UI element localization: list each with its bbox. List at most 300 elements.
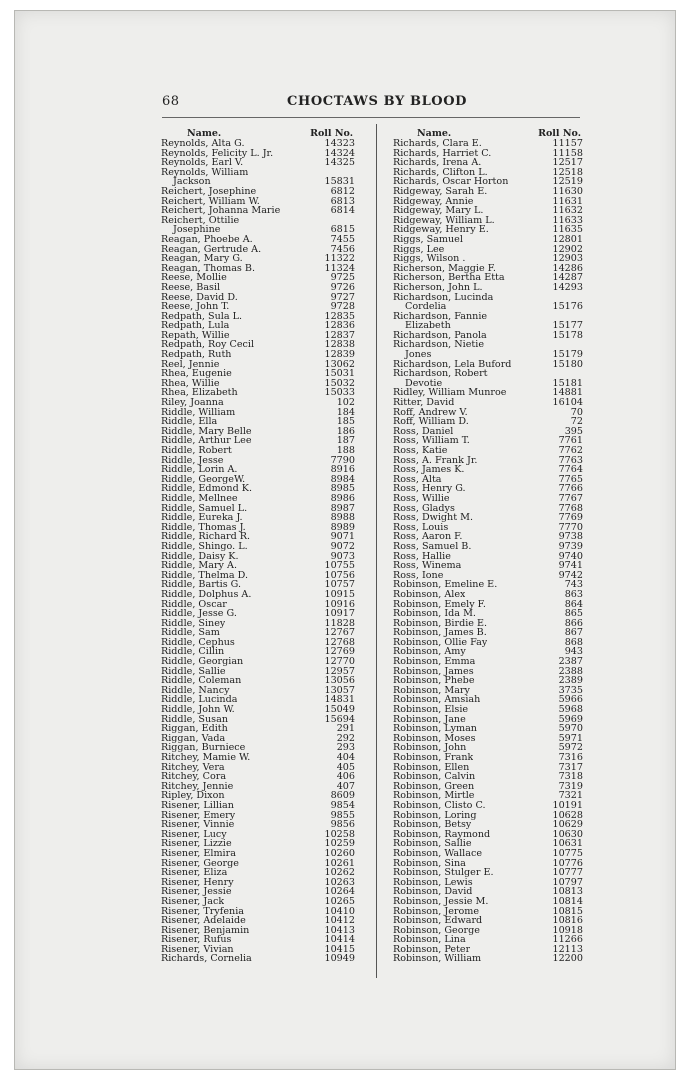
roll-number: 14881 [552,387,583,399]
table-row [393,734,583,744]
roll-number: 395 [564,425,583,437]
entry-name: Richardson, Robert [393,369,488,379]
table-row [393,513,583,523]
entry-name: Robinson, James B. [393,628,487,638]
entry-name: Cordelia [405,302,447,312]
roll-number: 12767 [324,627,355,639]
entry-name: Risener, Tryfenia [161,906,244,917]
roll-number: 5972 [558,742,583,754]
entry-name: Robinson, Peter [393,944,471,955]
roll-number: 15694 [324,713,355,725]
column-divider [376,124,377,978]
roll-number: 11630 [552,185,583,197]
roll-number: 12769 [324,646,355,658]
entry-name: Robinson, Frank [393,753,474,763]
roll-number: 2389 [558,675,583,687]
entry-name: Robinson, Jane [393,714,466,725]
table-row [393,494,583,504]
entry-name: Riggs, Samuel [393,234,463,245]
table-row [161,484,355,494]
roll-number: 407 [336,780,355,792]
roll-number: 10756 [324,569,355,581]
table-row [161,388,355,398]
column-header [393,128,583,139]
entry-name: Josephine [173,225,221,235]
roll-number: 10414 [324,934,355,946]
entry-name: Richerson, John L. [393,282,483,293]
page-number: 68 [162,94,180,109]
roll-number: 184 [336,406,355,418]
roll-number: 12200 [552,953,583,965]
entry-name: Riddle, Arthur Lee [161,436,252,446]
entry-name: Riddle, John W. [161,705,235,715]
entry-name: Riddle, Georgian [161,657,244,667]
roll-number: 15831 [324,176,355,188]
table-row [161,753,355,763]
roll-number: 11266 [552,934,583,946]
entry-name: Robinson, Amsiah [393,695,481,706]
roll-number: 9071 [330,531,355,543]
entry-name: Riddle, Daisy K. [161,551,239,562]
roll-number: 10263 [324,876,355,888]
entry-name: Reichert, Ottilie [161,215,240,226]
entry-name: Ross, Dwight M. [393,513,474,523]
roll-number: 8989 [330,521,355,533]
entry-name: Robinson, Edward [393,916,483,926]
entry-name: Riddle, Cephus [161,637,235,648]
roll-number: 10410 [324,905,355,917]
roll-number: 7790 [330,454,355,466]
table-row [161,417,355,427]
roll-number: 12768 [324,636,355,648]
roll-number: 14831 [324,694,355,706]
roll-number: 7762 [558,445,583,456]
roll-number: 10775 [552,847,583,859]
table-row [161,811,355,821]
roll-number: 11632 [552,205,583,217]
entry-name: Riddle, Lorin A. [161,465,238,475]
roll-number: 12902 [552,243,583,255]
table-row [161,197,355,207]
entry-name: Risener, Elmira [161,848,236,859]
entry-name: Robinson, Elsie [393,705,469,715]
entry-name: Robinson, Mary [393,685,470,696]
roll-column-header: Roll No. [310,128,353,139]
roll-number: 15049 [324,704,355,716]
roll-number: 7767 [558,492,583,504]
entry-name: Ridgeway, William L. [393,215,495,226]
roll-number: 12837 [324,329,355,341]
entry-name: Riddle, Shingo. L. [161,541,248,552]
entry-name: Robinson, William [393,954,482,965]
entry-name: Richards, Clifton L. [393,167,488,178]
right-column-rows [393,139,583,964]
entry-name: Riggan, Vada [161,733,226,744]
table-row [393,552,583,562]
entry-name: Risener, Jessie [161,887,232,897]
entry-name: Risener, Lillian [161,800,234,811]
table-row [393,580,583,590]
roll-number: 9739 [558,540,583,552]
roll-number: 868 [564,636,583,648]
table-row [393,647,583,657]
entry-name: Robinson, Emely F. [393,599,486,610]
roll-number: 15031 [324,368,355,380]
table-row [393,456,583,466]
entry-name: Ross, James K. [393,465,465,475]
roll-number: 9725 [330,272,355,284]
table-row [393,782,583,792]
entry-name: Reese, David D. [161,292,238,303]
roll-number: 9856 [330,819,355,831]
entry-name: Richerson, Maggie F. [393,263,496,274]
table-row [161,743,355,753]
table-row [393,427,583,437]
entry-name: Devotie [405,378,443,389]
entry-name: Ross, Willie [393,493,450,504]
entry-name: Riddle, Robert [161,446,232,456]
entry-name: Risener, Benjamin [161,925,250,936]
roll-number: 102 [336,397,355,409]
roll-number: 9072 [330,540,355,552]
left-column-rows [161,139,355,964]
entry-name: Ross, Katie [393,446,448,456]
table-row [161,273,355,283]
roll-number: 10630 [552,828,583,840]
entry-name: Riddle, Samuel L. [161,503,248,514]
table-row [393,657,583,667]
entry-name: Reel, Jennie [161,359,220,370]
table-row [161,206,355,216]
roll-number: 15177 [552,320,583,332]
entry-name: Richards, Irena A. [393,158,482,168]
entry-name: Ross, Ione [393,570,444,581]
table-row [393,561,583,571]
entry-name: Ross, Daniel [393,426,454,437]
roll-number: 10815 [552,905,583,917]
page-title: CHOCTAWS BY BLOOD [287,94,468,109]
roll-number: 11158 [552,147,583,159]
entry-name: Riddle, Bartis G. [161,580,242,590]
roll-number: 11324 [324,262,355,274]
entry-name: Redpath, Lula [161,321,230,331]
roll-number: 15180 [552,358,583,370]
roll-number: 7764 [558,464,583,476]
roll-number: 8986 [330,492,355,504]
roll-number: 7318 [558,771,583,783]
title-rule [162,117,580,118]
table-row [161,791,355,801]
entry-name: Reichert, Johanna Marie [161,206,281,216]
roll-number: 5970 [558,723,583,735]
entry-name: Robinson, Moses [393,733,476,744]
roll-number: 9855 [330,809,355,821]
entry-name: Riddle, Ella [161,417,218,427]
entry-name: Richardson, Fannie [393,311,488,322]
table-row [161,225,355,235]
entry-name: Riddle, Dolphus A. [161,589,252,600]
roll-number: 11635 [552,224,583,236]
roll-number: 2388 [558,665,583,677]
entry-name: Ross, William T. [393,436,470,446]
roll-number: 7321 [558,790,583,802]
roll-number: 5971 [558,732,583,744]
roll-number: 10916 [324,598,355,610]
roll-number: 10264 [324,886,355,898]
entry-name: Robinson, Ida M. [393,609,476,619]
table-row [161,408,355,418]
table-row [161,465,355,475]
roll-number: 8609 [330,790,355,802]
table-row [393,667,583,677]
entry-name: Ross, Aaron F. [393,532,463,542]
entry-name: Riggs, Wilson . [393,254,466,264]
table-row [393,954,583,964]
table-row [393,638,583,648]
roll-number: 10631 [552,838,583,850]
roll-number: 9073 [330,550,355,562]
entry-name: Risener, Lucy [161,829,227,840]
entry-name: Riddle, GeorgeW. [161,474,246,485]
table-row [161,235,355,245]
entry-name: Risener, Rufus [161,935,232,945]
entry-name: Jackson [173,177,211,187]
roll-number: 10265 [324,895,355,907]
roll-number: 743 [564,579,583,591]
entry-name: Ross, Henry G. [393,484,466,494]
table-row [393,676,583,686]
table-row [393,542,583,552]
entry-name: Robinson, David [393,887,473,897]
roll-number: 7766 [558,483,583,495]
roll-number: 10258 [324,828,355,840]
entry-name: Reagan, Thomas B. [161,263,256,274]
roll-number: 10917 [324,608,355,620]
roll-number: 14324 [324,147,355,159]
entry-name: Reynolds, Felicity L. Jr. [161,148,274,159]
table-row [393,360,583,370]
table-row [161,427,355,437]
entry-name: Robinson, Jessie M. [393,896,489,907]
roll-number: 10776 [552,857,583,869]
table-row [393,743,583,753]
entry-name: Risener, Jack [161,896,225,907]
entry-name: Reichert, Josephine [161,186,257,197]
table-row [161,504,355,514]
entry-name: Riddle, Nancy [161,685,230,696]
roll-number: 12517 [552,157,583,169]
entry-name: Robinson, Mirtle [393,791,475,801]
roll-number: 865 [564,608,583,620]
roll-number: 9726 [330,281,355,293]
roll-number: 12836 [324,320,355,332]
table-row [393,484,583,494]
entry-name: Robinson, Jerome [393,906,480,917]
table-row [393,398,583,408]
entry-name: Riddle, William [161,407,236,418]
roll-number: 10415 [324,943,355,955]
table-row [393,705,583,715]
entry-name: Risener, Henry [161,877,234,888]
entry-name: Risener, Emery [161,810,236,821]
table-row [161,264,355,274]
table-row [161,398,355,408]
table-row [161,187,355,197]
roll-number: 8988 [330,512,355,524]
table-row [393,331,583,341]
table-row [161,715,355,725]
table-row [393,283,583,293]
entry-name: Ritchey, Vera [161,762,225,773]
roll-number: 5969 [558,713,583,725]
left-column [161,128,355,964]
roll-number: 10915 [324,588,355,600]
entry-name: Risener, Vivian [161,944,234,955]
entry-name: Riddle, Edmond K. [161,484,253,494]
entry-name: Ross, Alta [393,474,442,485]
entry-name: Robinson, Lina [393,935,466,945]
table-row [161,734,355,744]
entry-name: Riddle, Eureka J. [161,513,243,523]
entry-name: Redpath, Ruth [161,350,232,360]
roll-number: 15181 [552,377,583,389]
roll-number: 9738 [558,531,583,543]
table-row [393,475,583,485]
entry-name: Ridgeway, Sarah E. [393,186,488,197]
entry-name: Ross, Louis [393,522,449,533]
entry-name: Rhea, Eugenie [161,369,232,379]
entry-name: Ritchey, Jennie [161,781,234,792]
table-row [161,954,355,964]
table-row [161,763,355,773]
entry-name: Jones [405,350,432,360]
entry-name: Reagan, Phoebe A. [161,234,253,245]
entry-name: Redpath, Sula L. [161,311,243,322]
table-row [161,456,355,466]
roll-number: 293 [336,742,355,754]
entry-name: Robinson, Sina [393,858,466,869]
roll-number: 9728 [330,301,355,313]
roll-number: 13062 [324,358,355,370]
table-row [393,571,583,581]
table-row [161,532,355,542]
roll-number: 7319 [558,780,583,792]
roll-number: 11631 [552,195,583,207]
entry-name: Robinson, Birdie E. [393,618,488,629]
table-row [161,475,355,485]
table-row [393,619,583,629]
roll-number: 13056 [324,675,355,687]
entry-name: Riddle, Richard R. [161,532,251,542]
entry-name: Risener, Lizzie [161,839,232,849]
entry-name: Rhea, Elizabeth [161,388,238,399]
roll-number: 10629 [552,819,583,831]
roll-number: 6815 [330,224,355,236]
entry-name: Riddle, Lucinda [161,695,238,706]
roll-number: 866 [564,617,583,629]
entry-name: Robinson, Betsy [393,820,472,830]
roll-number: 15033 [324,387,355,399]
entry-name: Richards, Harriet C. [393,148,492,159]
roll-number: 7456 [330,243,355,255]
roll-number: 12838 [324,339,355,351]
roll-number: 10797 [552,876,583,888]
entry-name: Robinson, Wallace [393,848,483,859]
entry-name: Reese, Basil [161,282,221,293]
entry-name: Reichert, William W. [161,196,260,207]
entry-name: Ritchey, Mamie W. [161,753,251,763]
roll-number: 15032 [324,377,355,389]
entry-name: Reagan, Mary G. [161,254,243,264]
roll-number: 12903 [552,253,583,265]
entry-name: Reynolds, William [161,167,249,178]
roll-number: 10260 [324,847,355,859]
entry-name: Riddle, Thelma D. [161,570,249,581]
entry-name: Robinson, Emeline E. [393,580,498,590]
roll-number: 7316 [558,752,583,763]
entry-name: Ross, Hallie [393,551,451,562]
table-row [393,302,583,312]
roll-number: 12770 [324,656,355,668]
entry-name: Riddle, Jesse [161,455,224,466]
entry-name: Richerson, Bertha Etta [393,273,505,283]
roll-number: 863 [564,588,583,600]
table-row [393,686,583,696]
table-row [393,504,583,514]
roll-number: 8984 [330,473,355,485]
right-column [393,128,583,964]
table-row [161,446,355,456]
roll-number: 15178 [552,329,583,341]
roll-number: 9741 [558,560,583,572]
table-row [161,801,355,811]
entry-name: Ridley, William Munroe [393,388,507,399]
table-row [393,523,583,533]
roll-number: 6814 [330,205,355,217]
column-header [161,128,355,139]
roll-number: 10259 [324,838,355,850]
table-row [161,782,355,792]
roll-number: 292 [336,732,355,744]
name-column-header: Name. [187,128,222,139]
roll-number: 70 [570,406,583,418]
entry-name: Robinson, Phebe [393,676,475,686]
roll-number: 9854 [330,799,355,811]
entry-name: Robinson, Ollie Fay [393,637,488,648]
entry-name: Ridgeway, Henry E. [393,225,489,235]
roll-number: 12835 [324,310,355,322]
entry-name: Ritter, David [393,398,455,408]
entry-name: Robinson, Raymond [393,829,491,840]
roll-number: 12801 [552,233,583,245]
entry-name: Richards, Oscar Horton [393,177,509,187]
roll-number: 186 [336,425,355,437]
table-row [393,465,583,475]
roll-number: 12519 [552,176,583,188]
roll-number: 291 [336,723,355,735]
entry-name: Robinson, Sallie [393,839,472,849]
name-column-header: Name. [417,128,452,139]
entry-name: Riddle, Siney [161,618,226,629]
entry-name: Riddle, Susan [161,714,228,725]
entry-name: Robinson, Ellen [393,762,470,773]
roll-number: 7765 [558,473,583,485]
entry-name: Robinson, Green [393,781,475,792]
roll-number: 864 [564,598,583,610]
roll-number: 10816 [552,915,583,927]
table-row [161,177,355,187]
table-row [161,158,355,168]
